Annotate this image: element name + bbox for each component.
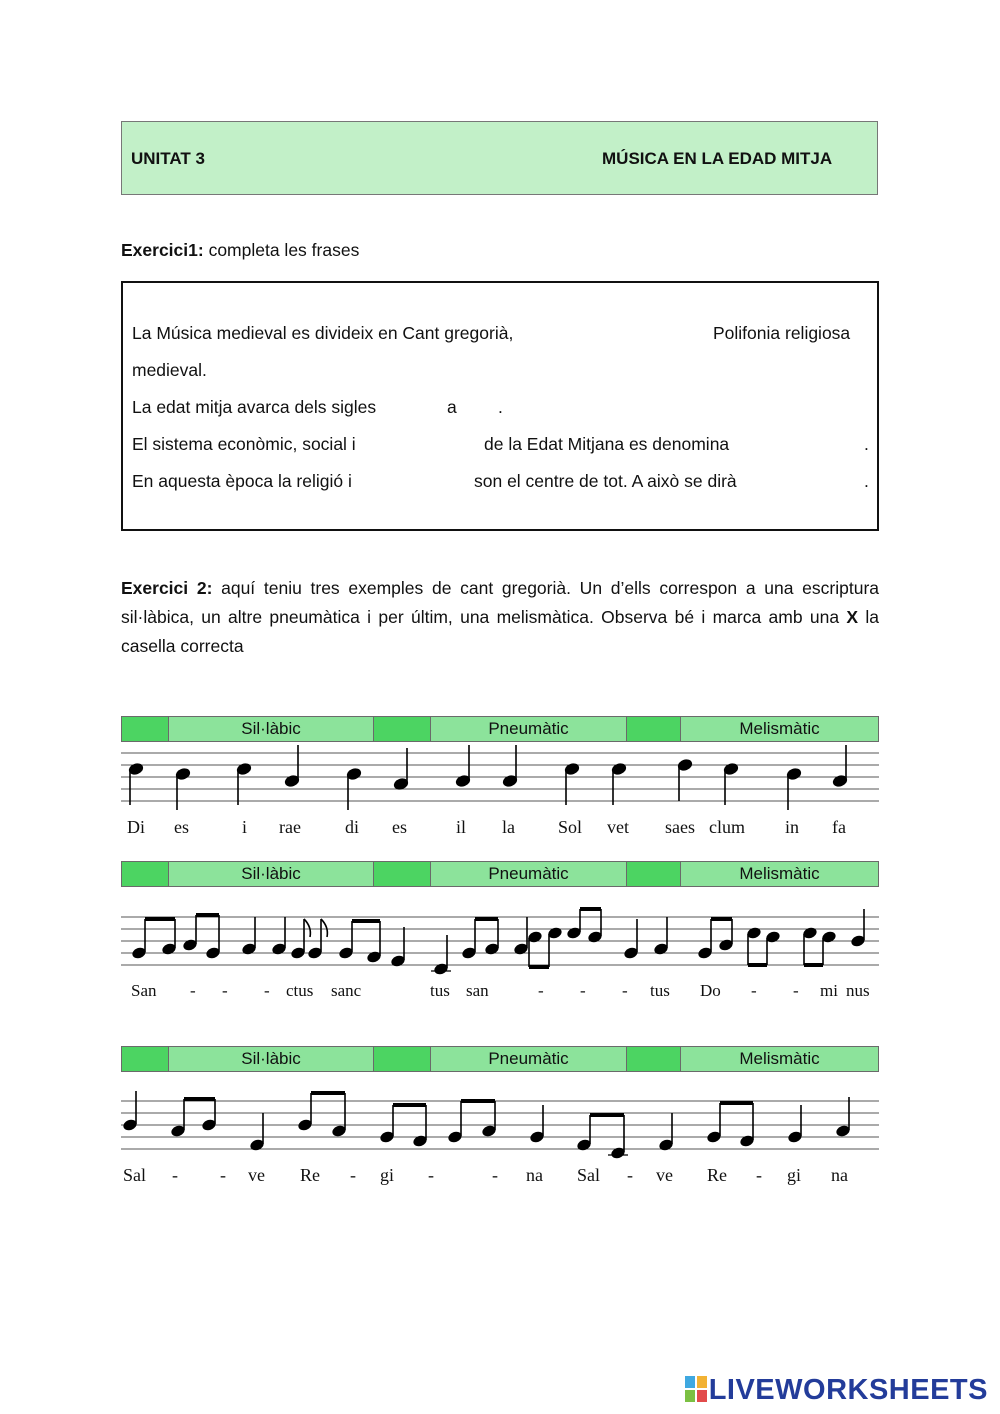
example1-syllable: clum: [709, 817, 745, 837]
logo-icon: [685, 1376, 707, 1402]
example1-syllable: Di: [127, 817, 145, 837]
liveworksheets-logo[interactable]: [685, 1374, 988, 1407]
exercise1-box: [121, 281, 879, 531]
sentence4-part3: .: [864, 471, 869, 491]
example2-syllable: mi: [820, 981, 838, 1000]
note: [284, 745, 299, 787]
example3-syllable: -: [756, 1165, 762, 1185]
note: [723, 763, 738, 805]
example3-syllable: ve: [656, 1165, 673, 1185]
example1-syllable: Sol: [558, 817, 583, 837]
exercise1-title: [121, 240, 359, 261]
unit-number: UNITAT 3: [131, 149, 205, 168]
example3-syllable: na: [526, 1165, 543, 1185]
note: [502, 745, 517, 787]
example1-syllable: il: [456, 817, 467, 837]
example3-syllable: -: [350, 1165, 356, 1185]
example1-syllable: saes: [665, 817, 695, 837]
exercise2-text-b: la casella correcta: [121, 607, 879, 656]
example3-syllable: gi: [787, 1165, 802, 1185]
example3-syllable: -: [220, 1165, 226, 1185]
example2-syllable: -: [222, 981, 228, 1000]
example2-syllable: -: [793, 981, 799, 1000]
example2-syllable: -: [580, 981, 586, 1000]
sentence4-part2: son el centre de tot. A això se dirà: [474, 471, 737, 491]
exercise2-text: [121, 574, 879, 661]
example1-pneumatic-checkbox[interactable]: [374, 717, 431, 741]
sentence2-part3: .: [498, 397, 503, 417]
sentence3-part1: El sistema econòmic, social i: [132, 434, 356, 454]
example3-syllable: -: [627, 1165, 633, 1185]
example3-syllable: Re: [300, 1165, 320, 1185]
example2-staff: [121, 905, 879, 975]
example1-melismatic-label: Melismàtic: [681, 717, 878, 741]
logo-text: LIVEWORKSHEETS: [708, 1374, 988, 1406]
example2-silabic-label: Sil·làbic: [169, 862, 374, 886]
example1-syllable: i: [242, 817, 248, 837]
example1-syllable: in: [785, 817, 800, 837]
example3-options: [121, 1046, 879, 1072]
note: [564, 763, 579, 805]
example3-pneumatic-label: Pneumàtic: [431, 1047, 627, 1071]
sentence1-part2: Polifonia religiosa: [713, 323, 851, 343]
example2-syllable: san: [466, 981, 489, 1000]
sentence4-part1: En aquesta època la religió i: [132, 471, 352, 491]
example1-syllable: la: [502, 817, 515, 837]
example2-syllable: nus: [846, 981, 870, 1000]
example2-syllable: -: [622, 981, 628, 1000]
example1-staff: [121, 745, 879, 810]
exercise2-label: Exercici 2:: [121, 578, 213, 598]
sentence1-part1: La Música medieval es divideix en Cant gregorià,: [132, 323, 514, 343]
example1-syllable: di: [345, 817, 360, 837]
example2-syllable: tus: [430, 981, 450, 1000]
example2-syllable: -: [264, 981, 270, 1000]
note: [832, 745, 847, 787]
example2-syllable: ctus: [286, 981, 314, 1000]
note: [677, 759, 692, 801]
example3-syllable: ve: [248, 1165, 265, 1185]
example2-syllable: -: [751, 981, 757, 1000]
example3-syllable: na: [831, 1165, 848, 1185]
example1-syllable: es: [392, 817, 407, 837]
example2-pneumatic-checkbox[interactable]: [374, 862, 431, 886]
example3-syllable: Sal: [577, 1165, 601, 1185]
example3-syllable: -: [428, 1165, 434, 1185]
exercise2-mark: X: [846, 607, 859, 627]
example1-silabic-checkbox[interactable]: [122, 717, 169, 741]
note: [611, 763, 626, 805]
example2-melismatic-checkbox[interactable]: [627, 862, 681, 886]
example1-syllable: rae: [279, 817, 301, 837]
note: [393, 748, 408, 790]
note: [455, 745, 470, 787]
example3-melismatic-label: Melismàtic: [681, 1047, 878, 1071]
example2-syllable: -: [190, 981, 196, 1000]
example2-silabic-checkbox[interactable]: [122, 862, 169, 886]
example3-syllable: -: [172, 1165, 178, 1185]
note: [236, 763, 251, 805]
example2-syllable: San: [131, 981, 157, 1000]
example3-pneumatic-checkbox[interactable]: [374, 1047, 431, 1071]
example1-syllable: vet: [607, 817, 629, 837]
example1-options: [121, 716, 879, 742]
example1-pneumatic-label: Pneumàtic: [431, 717, 627, 741]
sentence2-part1: La edat mitja avarca dels sigles: [132, 397, 377, 417]
unit-header: [121, 121, 878, 195]
exercise2-text-a: aquí teniu tres exemples de cant gregorià. Un d’ells correspon a una escriptura sil·làbica, un altre pneumàtica i per últim, una melismàtica. Observa bé i marca amb una: [121, 578, 880, 627]
example3-silabic-label: Sil·làbic: [169, 1047, 374, 1071]
unit-title: MÚSICA EN LA EDAD MITJA: [602, 149, 833, 168]
example1-syllable: es: [174, 817, 189, 837]
example2-melismatic-label: Melismàtic: [681, 862, 878, 886]
example2-syllable: -: [538, 981, 544, 1000]
example1-silabic-label: Sil·làbic: [169, 717, 374, 741]
note: [128, 763, 143, 805]
sentence1-part3: medieval.: [132, 360, 207, 380]
example2-syllable: sanc: [331, 981, 362, 1000]
example2-syllable: tus: [650, 981, 670, 1000]
example2-pneumatic-label: Pneumàtic: [431, 862, 627, 886]
example3-staff: [121, 1085, 879, 1160]
sentence3-part2: de la Edat Mitjana es denomina: [484, 434, 730, 454]
example2-syllable: Do: [700, 981, 721, 1000]
sentence3-part3: .: [864, 434, 869, 454]
sentence2-part2: a: [447, 397, 457, 417]
example3-silabic-checkbox[interactable]: [122, 1047, 169, 1071]
example3-syllable: gi: [380, 1165, 395, 1185]
example3-syllable: Sal: [123, 1165, 147, 1185]
exercise1-label: Exercici1:: [121, 240, 204, 260]
example2-options: [121, 861, 879, 887]
example3-syllable: -: [492, 1165, 498, 1185]
example1-melismatic-checkbox[interactable]: [627, 717, 681, 741]
example3-melismatic-checkbox[interactable]: [627, 1047, 681, 1071]
exercise1-instruction: completa les frases: [203, 240, 360, 260]
example1-syllable: fa: [832, 817, 846, 837]
example3-syllable: Re: [707, 1165, 727, 1185]
